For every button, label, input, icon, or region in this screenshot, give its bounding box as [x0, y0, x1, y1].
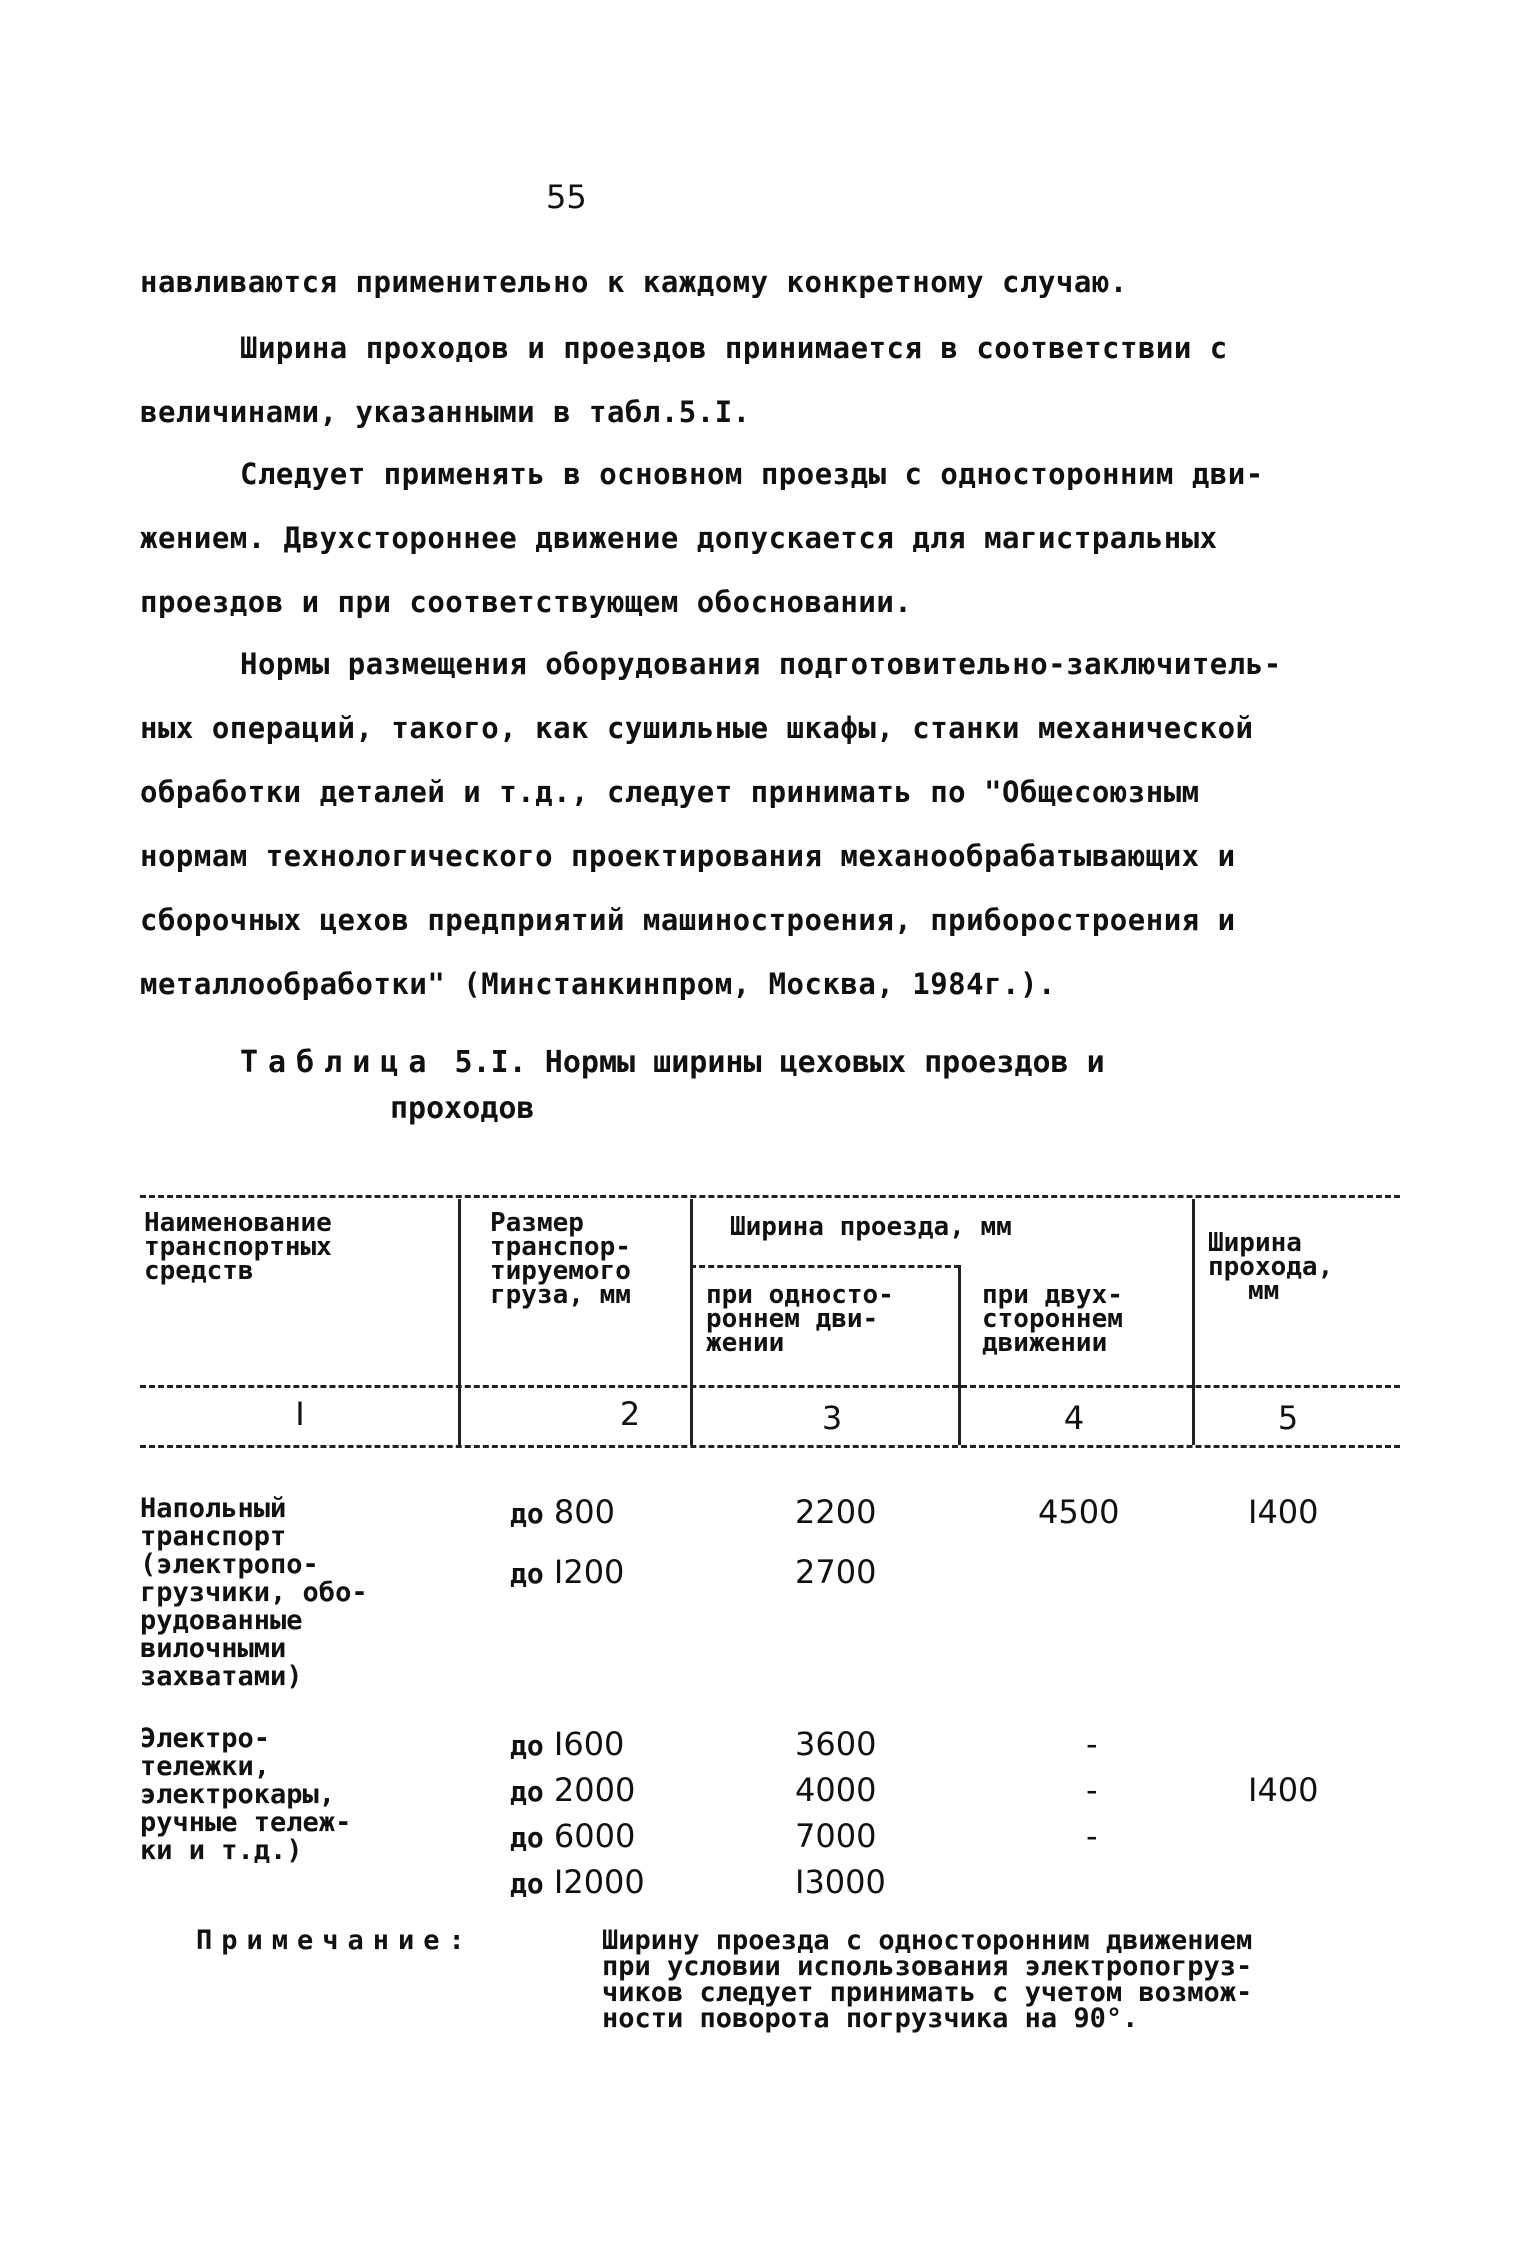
header-line: мм — [1248, 1276, 1280, 1306]
paragraph-continuation — [140, 250, 1370, 314]
column-divider — [958, 1265, 961, 1445]
text-line: проездов и при соответствующем обосновании. — [140, 585, 913, 619]
header-line: прохода, — [1208, 1252, 1334, 1282]
one-way-width-cell: 7000 — [795, 1817, 877, 1855]
row-name-line: Электро- — [140, 1723, 271, 1754]
norms-table — [140, 1195, 1400, 1915]
one-way-width-cell: 2200 — [795, 1493, 877, 1531]
prefix-do: до — [510, 1557, 544, 1590]
header-line: Размер — [490, 1208, 584, 1238]
header-line: Ширина — [1208, 1228, 1302, 1258]
header-line: тируемого — [490, 1256, 631, 1286]
header-two-way — [982, 1280, 1123, 1358]
two-way-width-cell: 4500 — [1038, 1493, 1120, 1531]
load-size-cell — [510, 1553, 624, 1591]
header-line: при односто- — [706, 1280, 894, 1310]
row-name-electric-carts — [140, 1725, 351, 1865]
text-line: Нормы размещения оборудования подготовительно-заключитель- — [240, 647, 1282, 681]
column-number: 5 — [1277, 1399, 1299, 1437]
column-number-rule — [140, 1445, 1400, 1448]
paragraph-widths — [140, 316, 1370, 444]
text-line: ных операций, такого, как сушильные шкафы, станки механической — [140, 711, 1254, 745]
row-name-line: тележки, — [140, 1751, 271, 1782]
text-line: обработки деталей и т.д., следует принимать по "Общесоюзным — [140, 775, 1200, 809]
row-name-line: рудованные — [140, 1605, 303, 1636]
text-line: жением. Двухстороннее движение допускается для магистральных — [140, 521, 1218, 555]
text-line: величинами, указанными в табл.5.I. — [140, 395, 751, 429]
one-way-width-cell: I3000 — [795, 1863, 886, 1901]
header-load-size — [490, 1208, 631, 1310]
header-line: груза, мм — [490, 1280, 631, 1310]
table-caption — [240, 1040, 1105, 1132]
page-number: 55 — [546, 178, 587, 216]
table-top-rule — [140, 1195, 1400, 1198]
group-header-rule — [690, 1265, 960, 1268]
column-number: I — [295, 1395, 305, 1433]
text-line: нормам технологического проектирования механообрабатывающих и — [140, 839, 1236, 873]
text-line: металлообработки" (Минстанкинпром, Москва, 1984г.). — [140, 967, 1056, 1001]
header-bottom-rule — [140, 1385, 1400, 1388]
text-line: Следует применять в основном проезды с односторонним дви- — [240, 457, 1264, 491]
note-label: Примечание: — [196, 1925, 474, 1956]
header-line: жении — [706, 1328, 785, 1358]
load-size-value: 2000 — [553, 1771, 636, 1809]
row-name-line: электрокары, — [140, 1779, 336, 1810]
load-size-value: I2000 — [553, 1863, 645, 1901]
note-line: чиков следует принимать с учетом возмож- — [602, 1977, 1253, 2008]
load-size-value: I200 — [553, 1553, 625, 1591]
load-size-cell — [510, 1863, 645, 1901]
header-line: стороннем — [982, 1304, 1123, 1334]
header-transport-name — [144, 1208, 332, 1286]
prefix-do: до — [510, 1867, 544, 1900]
header-line: роннем дви- — [706, 1304, 879, 1334]
text-line: сборочных цехов предприятий машиностроения, приборостроения и — [140, 903, 1236, 937]
text-line: Ширина проходов и проездов принимается в соответствии с — [240, 331, 1228, 365]
row-name-line: ки и т.д.) — [140, 1835, 303, 1866]
two-way-width-cell: - — [1086, 1817, 1098, 1855]
one-way-width-cell: 3600 — [795, 1725, 877, 1763]
caption-title-continued: проходов — [390, 1091, 535, 1126]
column-divider — [690, 1199, 693, 1445]
row-name-floor-transport — [140, 1495, 368, 1691]
header-driveway-width-group — [730, 1212, 1012, 1242]
two-way-width-cell: - — [1086, 1725, 1098, 1763]
note-line: ности поворота погрузчика на 90°. — [602, 2003, 1139, 2034]
row-name-line: вилочными — [140, 1633, 287, 1664]
paragraph-traffic — [140, 442, 1370, 634]
caption-title: 5.I. Нормы ширины цеховых проездов и — [454, 1045, 1105, 1080]
note-line: Ширину проезда с односторонним движением — [602, 1925, 1253, 1956]
load-size-cell — [510, 1771, 635, 1809]
row-name-line: Напольный — [140, 1493, 287, 1524]
column-number: 4 — [1063, 1399, 1085, 1437]
row-name-line: грузчики, обо- — [140, 1577, 368, 1608]
column-divider — [1192, 1199, 1195, 1445]
row-name-line: ручные тележ- — [140, 1807, 352, 1838]
prefix-do: до — [510, 1775, 544, 1808]
column-number: 3 — [821, 1399, 843, 1437]
prefix-do: до — [510, 1497, 544, 1530]
prefix-do: до — [510, 1821, 544, 1854]
load-size-cell — [510, 1725, 624, 1763]
two-way-width-cell: - — [1086, 1771, 1098, 1809]
load-size-cell — [510, 1493, 615, 1531]
load-size-value: 800 — [553, 1493, 615, 1531]
column-number: 2 — [619, 1395, 641, 1433]
text-line: навливаются применительно к каждому конкретному случаю. — [140, 265, 1128, 299]
load-size-value: I600 — [553, 1725, 625, 1763]
header-line: транспортных — [144, 1232, 332, 1262]
header-line: при двух- — [982, 1280, 1123, 1310]
header-walkway-width — [1208, 1228, 1334, 1306]
walkway-width-cell: I400 — [1248, 1493, 1319, 1531]
header-line: средств — [144, 1256, 254, 1286]
note-line: при условии использования электропогруз- — [602, 1951, 1253, 1982]
header-line: Наименование — [144, 1208, 332, 1238]
walkway-width-cell: I400 — [1248, 1771, 1319, 1809]
header-line: движении — [982, 1328, 1108, 1358]
note-body — [602, 1925, 1253, 2034]
caption-word: Таблица — [240, 1045, 437, 1080]
row-name-line: транспорт — [140, 1521, 287, 1552]
row-name-line: захватами) — [140, 1661, 303, 1692]
header-one-way — [706, 1280, 894, 1358]
one-way-width-cell: 2700 — [795, 1553, 877, 1591]
load-size-cell — [510, 1817, 635, 1855]
header-line: транспор- — [490, 1232, 631, 1262]
prefix-do: до — [510, 1729, 544, 1762]
paragraph-equipment-norms — [140, 632, 1370, 1016]
one-way-width-cell: 4000 — [795, 1771, 877, 1809]
row-name-line: (электропо- — [140, 1549, 319, 1580]
header-line: Ширина проезда, мм — [730, 1212, 1012, 1242]
load-size-value: 6000 — [553, 1817, 636, 1855]
column-divider — [458, 1199, 461, 1445]
